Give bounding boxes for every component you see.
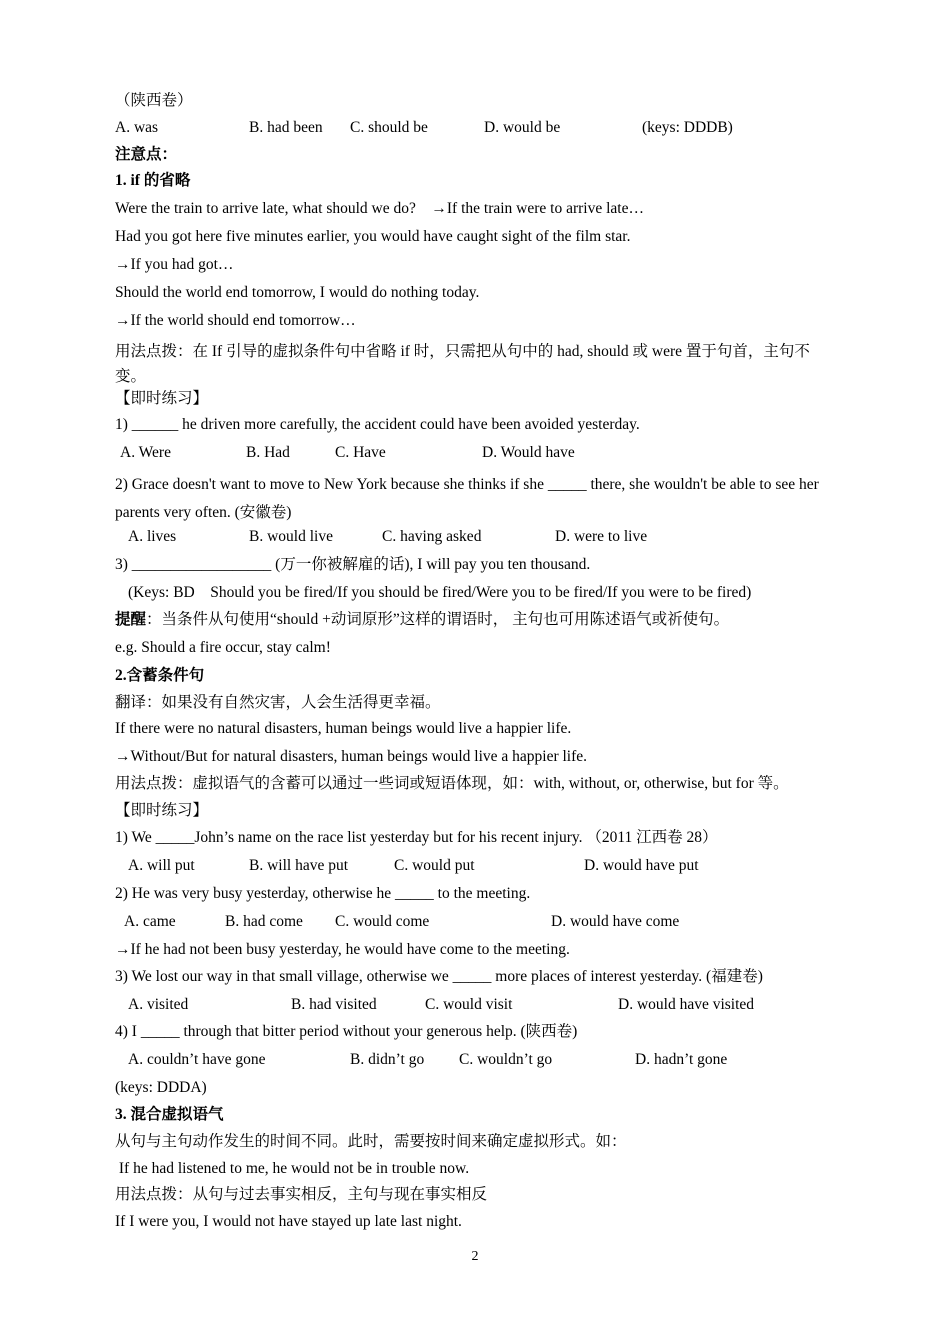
- usage-note: 用法点拨：虚拟语气的含蓄可以通过一些词或短语体现，如：with, without, or, otherwise, but for 等。: [115, 775, 789, 792]
- reminder-text: ：当条件从句使用“should +动词原形”这样的谓语时， 主句也可用陈述语气或祈使句。: [146, 611, 730, 628]
- option-b: B. didn’t go: [350, 1051, 425, 1068]
- practice-heading: 【即时练习】: [115, 390, 209, 407]
- option-d: D. were to live: [555, 528, 648, 545]
- option-b: B. had come: [225, 913, 303, 930]
- section-1-title: 1. if 的省略: [115, 172, 191, 189]
- example-line: →If the world should end tomorrow…: [115, 312, 356, 329]
- question-1: 1) We _____John’s name on the race list yesterday but for his recent injury. （2011 江西卷 28）: [115, 829, 718, 846]
- usage-note: 用法点拨：从句与过去事实相反，主句与现在事实相反: [115, 1186, 488, 1203]
- explanation-line: 从句与主句动作发生的时间不同。此时，需要按时间来确定虚拟形式。如：: [115, 1133, 627, 1150]
- translation-line: 翻译：如果没有自然灾害，人会生活得更幸福。: [115, 694, 441, 711]
- question-3: 3) We lost our way in that small village, otherwise we _____ more places of interest yesterday. (福建卷): [115, 968, 763, 985]
- option-d: D. would have come: [551, 913, 680, 930]
- option-d: D. hadn’t gone: [635, 1051, 728, 1068]
- example-line: If I were you, I would not have stayed up late last night.: [115, 1213, 462, 1230]
- example-line: →If he had not been busy yesterday, he would have come to the meeting.: [115, 941, 570, 958]
- option-a: A. couldn’t have gone: [128, 1051, 266, 1068]
- option-d: D. would have visited: [618, 996, 755, 1013]
- example-line: If he had listened to me, he would not be in trouble now.: [115, 1160, 470, 1177]
- question-4: 4) I _____ through that bitter period without your generous help. (陕西卷): [115, 1023, 578, 1040]
- question-2: 2) Grace doesn't want to move to New York because she thinks if she _____ there, she wouldn't be able to see her parents very often. (安徽卷): [115, 476, 819, 521]
- answer-keys: (Keys: BD Should you be fired/If you should be fired/Were you to be fired/If you were to be fired): [128, 584, 752, 601]
- example-line: →If you had got…: [115, 256, 234, 273]
- option-a: A. lives: [128, 528, 177, 545]
- options-row: [115, 444, 835, 462]
- options-row: [115, 1051, 835, 1069]
- question-2: 2) He was very busy yesterday, otherwise he _____ to the meeting.: [115, 885, 531, 902]
- options-row: [115, 528, 835, 546]
- reminder-label: 提醒: [115, 611, 147, 628]
- options-row: [115, 913, 835, 931]
- section-2-title: 2.含蓄条件句: [115, 667, 205, 684]
- options-row: [115, 857, 835, 875]
- option-c: C. wouldn’t go: [459, 1051, 553, 1068]
- option-a: A. Were: [120, 444, 171, 461]
- example-line: →Without/But for natural disasters, human beings would live a happier life.: [115, 748, 588, 765]
- source-label: （陕西卷）: [115, 92, 193, 109]
- example-line: e.g. Should a fire occur, stay calm!: [115, 639, 331, 656]
- page-number: 2: [471, 1249, 479, 1264]
- answer-keys: (keys: DDDB): [642, 119, 733, 136]
- option-b: B. will have put: [249, 857, 349, 874]
- answer-keys: (keys: DDDA): [115, 1079, 207, 1096]
- example-line: Should the world end tomorrow, I would do nothing today.: [115, 284, 480, 301]
- example-line: Were the train to arrive late, what should we do? →If the train were to arrive late…: [115, 200, 644, 217]
- question-3: 3) __________________ (万一你被解雇的话), I will pay you ten thousand.: [115, 556, 591, 573]
- option-d: D. Would have: [482, 444, 575, 461]
- option-a: A. visited: [128, 996, 189, 1013]
- option-c: C. would put: [394, 857, 475, 874]
- question-1: 1) ______ he driven more carefully, the accident could have been avoided yesterday.: [115, 416, 640, 433]
- options-row: [115, 996, 835, 1014]
- example-line: Had you got here five minutes earlier, you would have caught sight of the film star.: [115, 228, 631, 245]
- option-d: D. would have put: [584, 857, 699, 874]
- options-row: [115, 119, 835, 137]
- section-3-title: 3. 混合虚拟语气: [115, 1106, 224, 1123]
- option-a: A. was: [115, 119, 159, 136]
- option-c: C. having asked: [382, 528, 482, 545]
- option-c: C. would come: [335, 913, 430, 930]
- option-b: B. had visited: [291, 996, 377, 1013]
- option-b: B. had been: [249, 119, 323, 136]
- practice-heading: 【即时练习】: [115, 802, 209, 819]
- notes-heading: 注意点：: [115, 146, 178, 163]
- option-c: C. should be: [350, 119, 428, 136]
- option-a: A. came: [124, 913, 176, 930]
- reminder-note: [115, 611, 729, 629]
- option-b: B. Had: [246, 444, 290, 461]
- example-line: If there were no natural disasters, human beings would live a happier life.: [115, 720, 572, 737]
- option-b: B. would live: [249, 528, 333, 545]
- option-a: A. will put: [128, 857, 195, 874]
- usage-note: 用法点拨：在 If 引导的虚拟条件句中省略 if 时，只需把从句中的 had, should 或 were 置于句首，主句不变。: [115, 343, 810, 385]
- option-c: C. would visit: [425, 996, 513, 1013]
- option-c: C. Have: [335, 444, 386, 461]
- option-d: D. would be: [484, 119, 561, 136]
